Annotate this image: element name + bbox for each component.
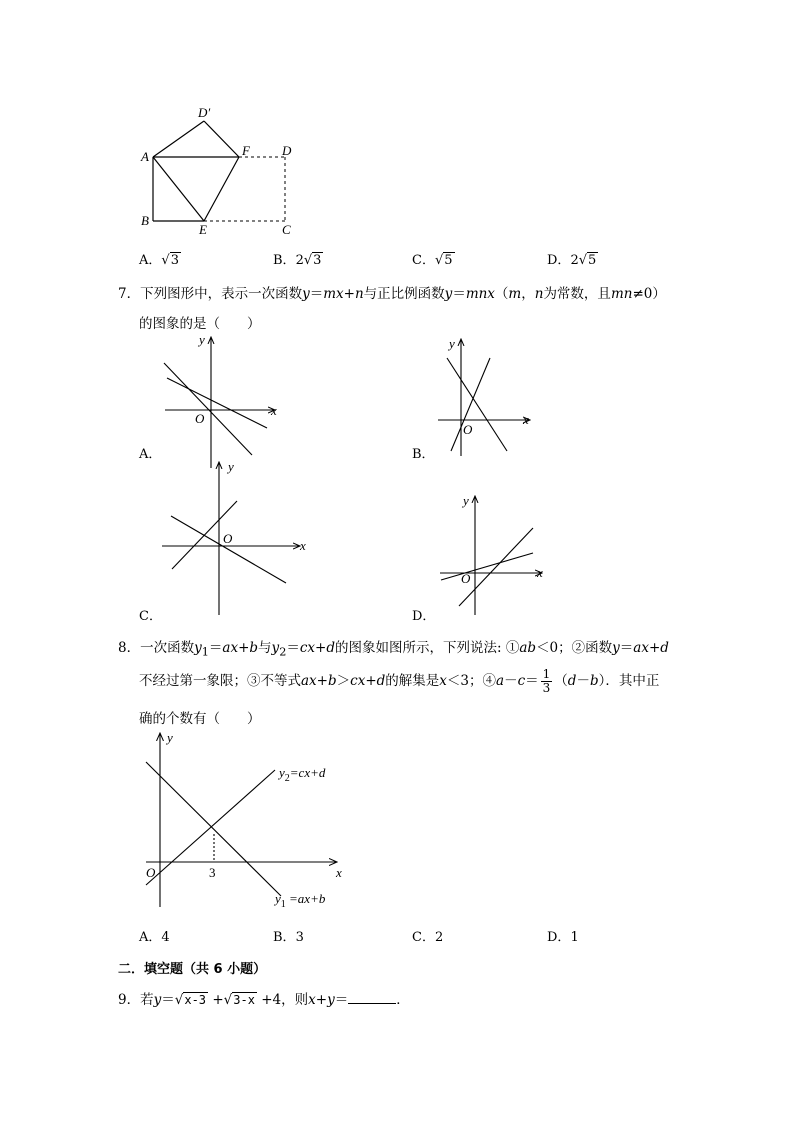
q6-option-c-radicand: 5 xyxy=(444,253,453,268)
fig6-label-C: C xyxy=(282,222,291,237)
q8-var: c xyxy=(517,673,526,689)
q7a-y-label: y xyxy=(199,332,205,347)
q7-text: 为常数，且 xyxy=(543,286,611,302)
q8-text: 的图象如图所示，下列说法: ① xyxy=(335,640,520,656)
fig6-label-D: D xyxy=(282,143,292,158)
q6-option-b-sqrt: √3 xyxy=(303,253,322,268)
q7d-y-label: y xyxy=(463,493,469,508)
q8-option-a-value: 4 xyxy=(161,930,170,945)
q8-y-label: y xyxy=(167,730,173,745)
q7b-y-label: y xyxy=(449,336,455,351)
q6-option-a-sqrt: √3 xyxy=(161,253,179,268)
q8-text: + xyxy=(648,640,661,656)
q8-tick-3: 3 xyxy=(209,865,216,880)
q7-text: + xyxy=(343,286,355,302)
q8-text: + xyxy=(238,640,250,656)
q9-text: +4，则 xyxy=(256,992,309,1008)
q8-y1-label xyxy=(273,891,326,910)
q8-var: b xyxy=(249,640,259,656)
q8-text: － xyxy=(576,673,590,689)
q8-text: 与 xyxy=(258,640,272,656)
q7d-origin-label: O xyxy=(461,571,471,586)
q8-text: + xyxy=(365,673,377,689)
fig6-label-B: B xyxy=(141,213,149,228)
q7-text: （ xyxy=(494,286,509,302)
q7d-x-label: x xyxy=(537,565,543,580)
q9-var: x xyxy=(308,992,316,1008)
fig6-label-F: F xyxy=(242,143,250,158)
q8-option-b-value: 3 xyxy=(295,930,304,945)
q8-var: a xyxy=(496,673,505,689)
q8-option-d[interactable] xyxy=(547,926,579,945)
q7-var: m xyxy=(508,286,522,302)
q7-var: y xyxy=(444,286,453,302)
q8-var: y xyxy=(194,640,202,656)
q8-option-a-letter: A． xyxy=(139,930,162,945)
q8-text: － xyxy=(504,673,518,689)
q8-var: d xyxy=(376,673,386,689)
q7c-y-label: y xyxy=(228,459,234,474)
q8-text: ＝ xyxy=(208,640,223,656)
q7-text: 与正比例函数 xyxy=(363,286,445,302)
q7-text: ＝ xyxy=(452,286,466,302)
q8-var: ab xyxy=(519,640,537,656)
q8-y1-label-y: y xyxy=(275,891,281,906)
q8-option-c-value: 2 xyxy=(434,930,444,945)
q9-text: + xyxy=(208,992,224,1008)
q8-text: 一次函数 xyxy=(140,640,195,656)
fig6-label-D-prime: D′ xyxy=(198,105,211,120)
q8-option-b-letter: B． xyxy=(273,930,296,945)
q8-y2-label-rest: =cx+d xyxy=(289,765,326,780)
q8-text: + xyxy=(316,673,328,689)
q8-option-b[interactable] xyxy=(273,926,304,945)
fig6-label-A: A xyxy=(141,149,149,164)
q8-y1-label-sub: 1 xyxy=(280,899,286,910)
q8-y2-label-y: y xyxy=(279,765,285,780)
q8-y2-label-sub: 2 xyxy=(284,773,290,784)
q8-var: d xyxy=(326,640,336,656)
q8-text: + xyxy=(315,640,327,656)
q6-option-b-radicand: 3 xyxy=(313,253,322,268)
q7b-x-label: x xyxy=(523,412,529,427)
q7-var: n xyxy=(354,286,364,302)
q8-var: cx xyxy=(299,640,316,656)
fig6-label-E: E xyxy=(199,222,207,237)
q6-option-d-coef: 2 xyxy=(570,253,579,268)
q7-option-a[interactable]: A． xyxy=(139,447,162,462)
q7c-x-label: x xyxy=(300,538,306,553)
q7-number: 7． xyxy=(118,286,141,302)
q9-radicand-2: 3-x xyxy=(233,993,255,1007)
q9-text: 若 xyxy=(140,992,154,1008)
q8-text: ＝ xyxy=(619,640,634,656)
q8-y1-label-rest: =ax+b xyxy=(285,891,326,906)
q8-text: （ xyxy=(554,673,568,689)
q7-var: mx xyxy=(323,286,344,302)
q7b-origin-label: O xyxy=(463,422,473,437)
q8-var: y xyxy=(612,640,620,656)
q6-option-b-letter: B． xyxy=(273,253,296,268)
q7-var: mn xyxy=(610,286,633,302)
q7-text: 下列图形中，表示一次函数 xyxy=(140,286,303,302)
q8-sub: 2 xyxy=(279,645,287,659)
q6-option-d-radicand: 5 xyxy=(588,253,597,268)
q8-text: ＝ xyxy=(286,640,300,656)
q6-option-c-sqrt: √5 xyxy=(434,253,453,268)
q7-text: ≠0） xyxy=(632,286,666,302)
q7-var: n xyxy=(534,286,544,302)
q8-number: 8． xyxy=(118,640,141,656)
q6-option-d-letter: D． xyxy=(547,253,571,268)
q8-option-d-value: 1 xyxy=(570,930,579,945)
q8-var: x xyxy=(439,673,447,689)
q7-text: ＝ xyxy=(309,286,324,302)
q7-stem-line2: 的图象的是（ ） xyxy=(139,316,261,332)
q9-text: ． xyxy=(396,992,410,1008)
q8-var: d xyxy=(567,673,577,689)
q9-sqrt-1: √x-3 xyxy=(174,992,207,1008)
section-2-title: 二．填空题（共 6 小题） xyxy=(118,962,267,977)
q8-var: cx xyxy=(350,673,366,689)
q7c-origin-label: O xyxy=(223,531,233,546)
q9-text: + xyxy=(315,992,328,1008)
q7-text: ， xyxy=(521,286,535,302)
q6-option-c-letter: C． xyxy=(412,253,435,268)
q8-var: ax xyxy=(633,640,649,656)
q8-stem-line3: 确的个数有（ ） xyxy=(139,711,261,727)
q8-var: ax xyxy=(222,640,239,656)
q8-text: ＜3；④ xyxy=(446,673,497,689)
q9-radicand-1: x-3 xyxy=(184,993,207,1007)
q9-var: y xyxy=(327,992,335,1008)
q8-option-c[interactable] xyxy=(412,926,443,945)
q7-var: mnx xyxy=(465,286,495,302)
q7-option-b[interactable]: B． xyxy=(412,447,435,462)
q8-x-label: x xyxy=(336,865,342,880)
q7-option-d[interactable]: D． xyxy=(412,609,436,624)
q7-var: y xyxy=(302,286,310,302)
q6-option-d-sqrt: √5 xyxy=(578,253,597,268)
q7a-x-label: x xyxy=(271,403,277,418)
q8-y2-label xyxy=(277,765,326,784)
q8-option-d-letter: D． xyxy=(547,930,571,945)
q9-text: ＝ xyxy=(334,992,349,1008)
q8-text: ＝ xyxy=(525,673,539,689)
q8-text: ）．其中正 xyxy=(598,673,660,689)
q9-text: ＝ xyxy=(161,992,175,1008)
q8-var: d xyxy=(660,640,669,656)
q8-var: b xyxy=(327,673,337,689)
q8-origin-label: O xyxy=(146,865,156,880)
q9-answer-blank[interactable] xyxy=(348,991,396,1004)
q8-var: y xyxy=(271,640,280,656)
q6-option-b-coef: 2 xyxy=(295,253,304,268)
q8-var: b xyxy=(589,673,599,689)
q8-var: ax xyxy=(301,673,317,689)
q7a-origin-label: O xyxy=(195,411,205,426)
q8-option-a[interactable] xyxy=(139,926,170,945)
q8-text: 不经过第一象限；③不等式 xyxy=(139,673,301,689)
q8-text: 的解集是 xyxy=(385,673,440,689)
q6-option-a-radicand: 3 xyxy=(170,253,179,268)
q8-option-c-letter: C． xyxy=(412,930,435,945)
q8-fraction-denominator: 3 xyxy=(542,681,551,695)
q9-sqrt-2: √3-x xyxy=(223,992,255,1008)
q8-text: ＜0；②函数 xyxy=(536,640,613,656)
q8-sub: 1 xyxy=(201,645,209,659)
q9-stem xyxy=(118,988,410,1008)
q7-option-c[interactable]: C． xyxy=(139,609,162,624)
q9-number: 9． xyxy=(118,992,141,1008)
q6-option-a-letter: A． xyxy=(139,253,162,268)
q8-text: ＞ xyxy=(336,673,351,689)
q8-fraction-numerator: 1 xyxy=(542,667,551,681)
q9-var: y xyxy=(153,992,162,1008)
